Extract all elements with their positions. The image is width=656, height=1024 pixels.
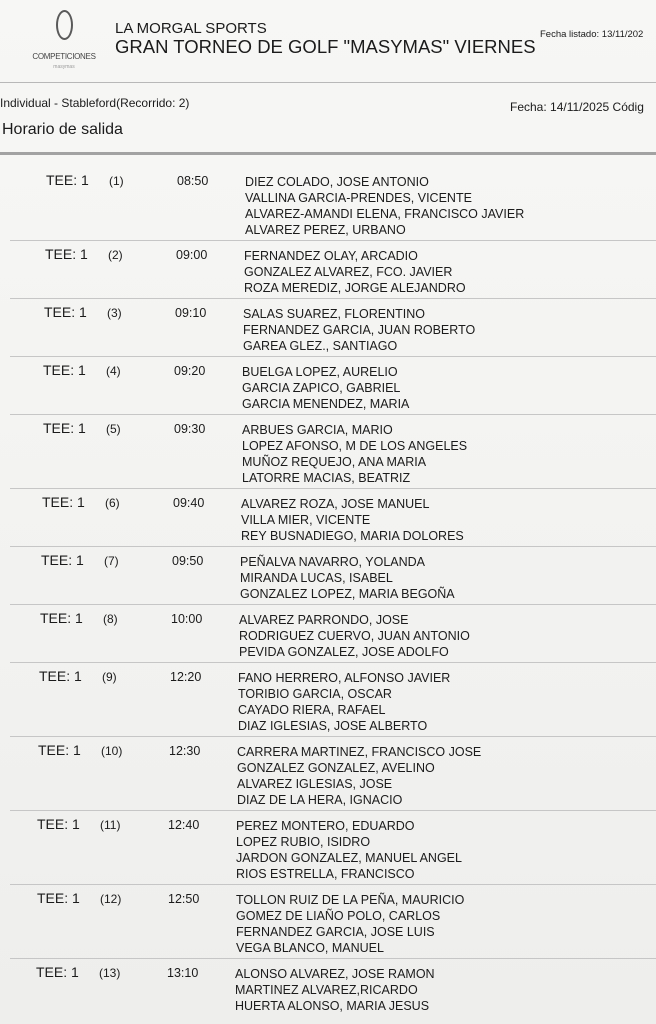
tee-group [0,168,656,242]
tee-group [0,548,656,606]
header-divider [0,82,656,83]
tee-time: 09:10 [175,306,207,320]
tee-time: 12:50 [168,892,200,906]
player-list [236,892,464,956]
tee-time: 08:50 [177,174,209,188]
player-list [238,670,450,734]
group-divider [10,414,656,415]
tee-group [0,960,656,1018]
group-number: (10) [101,744,123,758]
tee-label: TEE: 1 [41,552,84,568]
player-name: ARBUES GARCIA, MARIO [242,423,393,437]
section-divider [0,152,656,155]
player-list [235,966,435,1014]
player-name: ALONSO ALVAREZ, JOSE RAMON [235,967,435,981]
tee-label: TEE: 1 [39,668,82,684]
tee-group [0,358,656,416]
player-name: RODRIGUEZ CUERVO, JUAN ANTONIO [239,629,470,643]
tee-label: TEE: 1 [37,816,80,832]
player-list [242,364,409,412]
player-name: LOPEZ AFONSO, M DE LOS ANGELES [242,439,468,453]
tee-time: 12:20 [170,670,202,684]
player-name: ALVAREZ PARRONDO, JOSE [239,613,409,627]
player-name: DIAZ IGLESIAS, JOSE ALBERTO [238,719,428,733]
player-list [237,744,481,808]
player-name: PEREZ MONTERO, EDUARDO [236,819,415,833]
group-divider [10,662,656,663]
tournament-title: GRAN TORNEO DE GOLF "MASYMAS" VIERNES [115,36,536,57]
section-title: Horario de salida [2,121,123,138]
player-list [241,496,464,544]
tee-time: 13:10 [167,966,199,980]
tee-label: TEE: 1 [43,362,86,378]
player-name: TORIBIO GARCIA, OSCAR [238,687,392,701]
group-number: (7) [104,554,119,568]
tee-label: TEE: 1 [44,304,87,320]
player-name: BUELGA LOPEZ, AURELIO [242,365,398,379]
player-name: RIOS ESTRELLA, FRANCISCO [236,867,415,881]
tee-time: 09:40 [173,496,205,510]
player-name: GOMEZ DE LIAÑO POLO, CARLOS [236,909,441,923]
player-name: ALVAREZ ROZA, JOSE MANUEL [241,497,430,511]
group-number: (6) [105,496,120,510]
tee-time: 09:00 [176,248,208,262]
tee-group [0,242,656,300]
tee-time: 09:30 [174,422,206,436]
player-name: GARCIA ZAPICO, GABRIEL [242,381,401,395]
player-name: PEÑALVA NAVARRO, YOLANDA [240,555,426,569]
tee-label: TEE: 1 [37,890,80,906]
logo-ring-icon [56,10,73,40]
player-name: REY BUSNADIEGO, MARIA DOLORES [241,529,464,543]
player-name: CARRERA MARTINEZ, FRANCISCO JOSE [237,745,482,759]
competiciones-logo [30,4,98,76]
tee-label: TEE: 1 [46,172,89,188]
player-name: ALVAREZ IGLESIAS, JOSE [237,777,393,791]
player-name: TOLLON RUIZ DE LA PEÑA, MAURICIO [236,893,465,907]
tee-group [0,664,656,738]
player-name: GONZALEZ ALVAREZ, FCO. JAVIER [244,265,453,279]
player-list [244,248,466,296]
group-divider [10,884,656,885]
player-name: FERNANDEZ GARCIA, JOSE LUIS [236,925,435,939]
player-name: LOPEZ RUBIO, ISIDRO [236,835,371,849]
club-name: LA MORGAL SPORTS [115,20,267,37]
player-name: DIEZ COLADO, JOSE ANTONIO [245,175,429,189]
player-name: SALAS SUAREZ, FLORENTINO [243,307,425,321]
player-name: LATORRE MACIAS, BEATRIZ [242,471,411,485]
player-name: GONZALEZ LOPEZ, MARIA BEGOÑA [240,587,455,601]
player-name: PEVIDA GONZALEZ, JOSE ADOLFO [239,645,449,659]
tee-group [0,416,656,490]
tee-time: 12:40 [168,818,200,832]
tee-group [0,490,656,548]
logo-sub: masymas [53,64,75,70]
player-list [245,174,524,238]
group-divider [10,488,656,489]
player-name: MUÑOZ REQUEJO, ANA MARIA [242,455,427,469]
player-name: MIRANDA LUCAS, ISABEL [240,571,393,585]
player-name: VEGA BLANCO, MANUEL [236,941,384,955]
player-name: JARDON GONZALEZ, MANUEL ANGEL [236,851,462,865]
group-number: (1) [109,174,124,188]
logo-name: COMPETICIONES [32,52,96,61]
tee-time: 09:20 [174,364,206,378]
tee-label: TEE: 1 [45,246,88,262]
tee-group [0,812,656,886]
group-number: (5) [106,422,121,436]
list-date: Fecha listado: 13/11/202 [540,29,644,40]
group-divider [10,736,656,737]
player-name: VILLA MIER, VICENTE [241,513,371,527]
group-divider [10,958,656,959]
tee-time: 09:50 [172,554,204,568]
play-date: Fecha: 14/11/2025 Códig [510,100,644,114]
tee-group [0,606,656,664]
group-divider [10,546,656,547]
player-name: FERNANDEZ GARCIA, JUAN ROBERTO [243,323,476,337]
player-name: GONZALEZ GONZALEZ, AVELINO [237,761,435,775]
player-name: HUERTA ALONSO, MARIA JESUS [235,999,430,1013]
player-name: ROZA MEREDIZ, JORGE ALEJANDRO [244,281,466,295]
player-name: MARTINEZ ALVAREZ,RICARDO [235,983,418,997]
group-number: (13) [99,966,121,980]
tee-label: TEE: 1 [40,610,83,626]
player-name: GAREA GLEZ., SANTIAGO [243,339,398,353]
group-number: (9) [102,670,117,684]
tee-label: TEE: 1 [43,420,86,436]
group-number: (3) [107,306,122,320]
group-divider [10,356,656,357]
tee-group [0,886,656,960]
tee-label: TEE: 1 [38,742,81,758]
player-list [242,422,467,486]
group-number: (2) [108,248,123,262]
tee-label: TEE: 1 [42,494,85,510]
tee-time: 12:30 [169,744,201,758]
player-list [243,306,475,354]
player-list [236,818,462,882]
group-number: (8) [103,612,118,626]
group-divider [10,298,656,299]
group-number: (4) [106,364,121,378]
player-name: VALLINA GARCIA-PRENDES, VICENTE [245,191,472,205]
tee-group [0,738,656,812]
group-divider [10,604,656,605]
tee-group [0,300,656,358]
competition-modality: Individual - Stableford(Recorrido: 2) [0,96,190,110]
player-name: FANO HERRERO, ALFONSO JAVIER [238,671,451,685]
group-number: (11) [100,818,121,832]
player-name: CAYADO RIERA, RAFAEL [238,703,386,717]
player-name: DIAZ DE LA HERA, IGNACIO [237,793,403,807]
group-divider [10,810,656,811]
player-list [240,554,455,602]
player-name: ALVAREZ PEREZ, URBANO [245,223,406,237]
player-name: GARCIA MENENDEZ, MARIA [242,397,410,411]
group-number: (12) [100,892,122,906]
group-divider [10,240,656,241]
tee-time: 10:00 [171,612,203,626]
player-name: FERNANDEZ OLAY, ARCADIO [244,249,418,263]
tee-label: TEE: 1 [36,964,79,980]
player-list [239,612,470,660]
player-name: ALVAREZ-AMANDI ELENA, FRANCISCO JAVIER [245,207,525,221]
